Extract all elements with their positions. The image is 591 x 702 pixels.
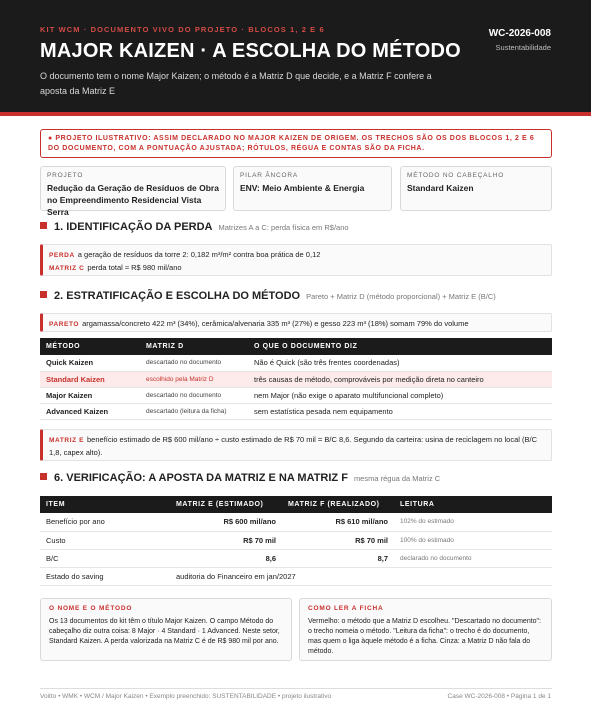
section-subtitle: Pareto + Matriz D (método proporcional) + Matriz E (B/C) xyxy=(306,292,496,301)
note-label: O NOME E O MÉTODO xyxy=(49,605,133,612)
note-name-and-method xyxy=(40,598,292,661)
table-header-row xyxy=(40,496,552,513)
document-says-cell: Não é Quick (são três frentes coordenadas) xyxy=(248,355,552,371)
estimated-cell: R$ 70 mil xyxy=(170,531,282,549)
pareto-text: argamassa/concreto 422 m³ (34%), cerâmica/alvenaria 335 m³ (27%) e gesso 223 m³ (18%) somam 79% do volume xyxy=(82,319,469,328)
table-row xyxy=(40,403,552,419)
method-table xyxy=(40,338,552,420)
column-header: LEITURA xyxy=(394,496,552,513)
section-1-heading xyxy=(40,221,349,233)
section-marker-icon xyxy=(40,291,47,298)
verification-table xyxy=(40,496,552,586)
matrix-e-callout xyxy=(40,429,552,461)
info-value: ENV: Meio Ambiente & Energia xyxy=(240,183,365,193)
document-code: WC-2026-008 xyxy=(488,28,551,39)
matrix-c-line xyxy=(49,262,545,275)
section-marker-icon xyxy=(40,473,47,480)
method-cell: Advanced Kaizen xyxy=(40,403,140,419)
info-label: PROJETO xyxy=(47,172,84,179)
matrix-d-cell: descartado (leitura da ficha) xyxy=(140,403,248,419)
table-row xyxy=(40,549,552,567)
pareto-callout xyxy=(40,313,552,332)
table-row xyxy=(40,531,552,549)
saving-status-cell: auditoria do Financeiro em jan/2027 xyxy=(170,567,552,585)
realized-cell: 8,7 xyxy=(282,549,394,567)
matrix-c-tag: MATRIZ C xyxy=(49,265,85,272)
info-box-pillar xyxy=(233,166,392,211)
illustrative-project-alert: ● PROJETO ILUSTRATIVO: ASSIM DECLARADO NO MAJOR KAIZEN DE ORIGEM. OS TRECHOS SÃO OS DOS BLOCOS 1, 2 E 6 DO DOCUMENTO, COM A PONTUAÇÃO AJUSTADA; RÓTULOS, RÉGUA E CONTAS SÃO DA FICHA. xyxy=(40,129,552,158)
header-accent-bar xyxy=(0,112,591,116)
reading-cell: 102% do estimado xyxy=(394,513,552,531)
matrix-d-cell: descartado no documento xyxy=(140,387,248,403)
page-title: MAJOR KAIZEN · A ESCOLHA DO MÉTODO xyxy=(40,40,461,62)
table-row-selected xyxy=(40,371,552,387)
estimated-cell: R$ 600 mil/ano xyxy=(170,513,282,531)
reading-cell: declarado no documento xyxy=(394,549,552,567)
section-subtitle: Matrizes A a C: perda física em R$/ano xyxy=(218,223,349,232)
info-value: Redução da Geração de Resíduos de Obra no Empreendimento Residencial Vista Serra xyxy=(47,183,219,217)
reading-cell: 100% do estimado xyxy=(394,531,552,549)
document-says-cell: três causas de método, comprováveis por medição direta no canteiro xyxy=(248,371,552,387)
section-marker-icon xyxy=(40,222,47,229)
header-lede: O documento tem o nome Major Kaizen; o método é a Matriz D que decide, e a Matriz F confere a aposta da Matriz E xyxy=(40,71,432,96)
info-box-project xyxy=(40,166,226,217)
column-header: MÉTODO xyxy=(40,338,140,355)
method-cell: Quick Kaizen xyxy=(40,355,140,371)
header-kicker: KIT WCM · DOCUMENTO VIVO DO PROJETO · BLOCOS 1, 2 E 6 xyxy=(40,25,325,34)
realized-cell: R$ 610 mil/ano xyxy=(282,513,394,531)
estimated-cell: 8,6 xyxy=(170,549,282,567)
column-header: O QUE O DOCUMENTO DIZ xyxy=(248,338,552,355)
section-title: 1. IDENTIFICAÇÃO DA PERDA xyxy=(54,221,213,233)
item-cell: Custo xyxy=(40,531,170,549)
item-cell: Benefício por ano xyxy=(40,513,170,531)
footer-divider xyxy=(40,688,552,689)
info-value: Standard Kaizen xyxy=(407,183,474,193)
info-label: MÉTODO NO CABEÇALHO xyxy=(407,172,505,179)
section-2-heading xyxy=(40,290,496,302)
item-cell: B/C xyxy=(40,549,170,567)
column-header: ITEM xyxy=(40,496,170,513)
note-label: COMO LER A FICHA xyxy=(308,605,384,612)
table-row xyxy=(40,567,552,585)
matrix-d-cell: escolhido pela Matriz D xyxy=(140,371,248,387)
pareto-tag: PARETO xyxy=(49,321,80,328)
document-pillar: Sustentabilidade xyxy=(495,43,551,52)
document-says-cell: sem estatística pesada nem equipamento xyxy=(248,403,552,419)
document-says-cell: nem Major (não exige o aparato multifuncional completo) xyxy=(248,387,552,403)
table-header-row xyxy=(40,338,552,355)
matrix-e-text: benefício estimado de R$ 600 mil/ano ÷ custo estimado de R$ 70 mil = B/C 8,6. Segundo da carteira: usina de reciclagem no local (B/C 1,8, capex alto). xyxy=(49,435,538,457)
footer-page-info: Case WC-2026-008 • Página 1 de 1 xyxy=(447,693,551,700)
realized-cell: R$ 70 mil xyxy=(282,531,394,549)
section-6-heading xyxy=(40,472,440,484)
table-row xyxy=(40,387,552,403)
info-label: PILAR ÂNCORA xyxy=(240,172,299,179)
footer-credits: Voitto • WMK • WCM / Major Kaizen • Exemplo preenchido: SUSTENTABILIDADE • projeto ilustrativo xyxy=(40,693,332,700)
info-box-method xyxy=(400,166,552,211)
note-text: Os 13 documentos do kit têm o título Major Kaizen. O campo Método do cabeçalho diz outra coisa: 8 Major · 4 Standard · 1 Advanced. Neste setor, Standard Kaizen. A perda valorizada na Matriz C é de R$ 980 mil por ano. xyxy=(49,618,280,645)
matrix-c-text: perda total ≈ R$ 980 mil/ano xyxy=(87,263,182,272)
note-text: Vermelho: o método que a Matriz D escolheu. "Descartado no documento": o trecho nomeia o método. "Leitura da ficha": o trecho é do documento, mas quem o liga àquele método é a ficha. Cinza: a Matriz D não fala do método. xyxy=(308,618,541,655)
table-row xyxy=(40,513,552,531)
column-header: MATRIZ E (ESTIMADO) xyxy=(170,496,282,513)
column-header: MATRIZ F (REALIZADO) xyxy=(282,496,394,513)
loss-callout xyxy=(40,244,552,276)
section-subtitle: mesma régua da Matriz C xyxy=(353,474,441,483)
loss-text: a geração de resíduos da torre 2: 0,182 m³/m² contra boa prática de 0,12 xyxy=(77,250,321,259)
method-cell: Standard Kaizen xyxy=(40,371,140,387)
matrix-d-cell: descartado no documento xyxy=(140,355,248,371)
section-title: 2. ESTRATIFICAÇÃO E ESCOLHA DO MÉTODO xyxy=(54,290,301,302)
column-header: MATRIZ D xyxy=(140,338,248,355)
item-cell: Estado do saving xyxy=(40,567,170,585)
loss-line xyxy=(49,249,545,262)
section-title: 6. VERIFICAÇÃO: A APOSTA DA MATRIZ E NA MATRIZ F xyxy=(54,472,348,484)
matrix-e-tag: MATRIZ E xyxy=(49,437,85,444)
loss-tag: PERDA xyxy=(49,252,75,259)
table-row xyxy=(40,355,552,371)
method-cell: Major Kaizen xyxy=(40,387,140,403)
note-how-to-read xyxy=(299,598,552,661)
